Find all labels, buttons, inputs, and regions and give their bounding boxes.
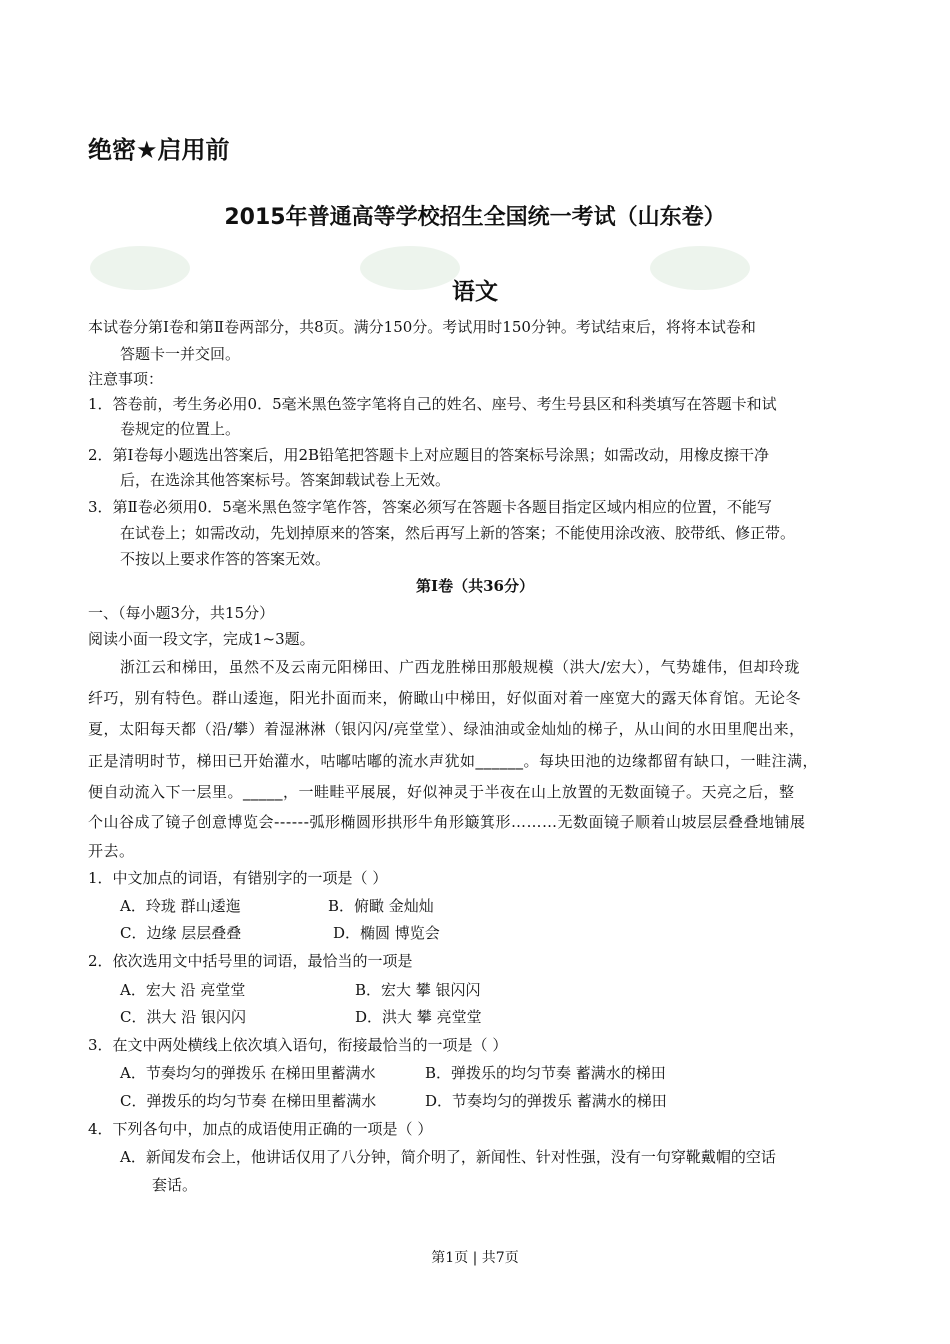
question-2: 2．依次选用文中括号里的词语，最恰当的一项是 [88, 952, 413, 970]
option-1a: A．玲珑 群山逶迤 [120, 897, 241, 915]
note-line: 3．第Ⅱ卷必须用0．5毫米黑色签字笔作答，答案必须写在答题卡各题目指定区域内相应的位置，不能写 [88, 498, 772, 516]
note-line: 2．第Ⅰ卷每小题选出答案后，用2B铅笔把答题卡上对应题目的答案标号涂黑；如需改动，用橡皮擦干净 [88, 446, 770, 464]
note-line: 卷规定的位置上。 [120, 420, 241, 438]
option-1c: C．边缘 层层叠叠 [120, 924, 242, 942]
question-1: 1．中文加点的词语，有错别字的一项是（ ） [88, 869, 388, 887]
passage-line: 浙江云和梯田，虽然不及云南元阳梯田、广西龙胜梯田那般规模（洪大/宏大），气势雄伟，但却玲珑 [120, 658, 801, 676]
option-2b: B．宏大 攀 银闪闪 [355, 981, 481, 999]
part-instruction: 阅读小面一段文字，完成1~3题。 [88, 630, 315, 648]
note-line: 后，在选涂其他答案标号。答案卸载试卷上无效。 [120, 471, 451, 489]
passage-line: 纤巧，别有特色。群山逶迤，阳光扑面而来，俯瞰山中梯田，好似面对着一座宽大的露天体育馆。无论冬 [88, 689, 802, 707]
passage-line: 夏，太阳每天都（沿/攀）着湿淋淋（银闪闪/亮堂堂）、绿油油或金灿灿的梯子，从山间的水田里爬出来， [88, 720, 805, 738]
page-footer: 第1页 | 共7页 [431, 1250, 519, 1266]
part-heading: 一、（每小题3分，共15分） [88, 604, 275, 622]
note-line: 不按以上要求作答的答案无效。 [120, 550, 331, 568]
option-1b: B．俯瞰 金灿灿 [328, 897, 434, 915]
question-3: 3．在文中两处横线上依次填入语句，衔接最恰当的一项是（ ） [88, 1036, 508, 1054]
option-3b: B．弹拨乐的均匀节奏 蓄满水的梯田 [425, 1064, 666, 1082]
subject-title: 语文 [452, 279, 498, 305]
option-2d: D．洪大 攀 亮堂堂 [355, 1008, 482, 1026]
passage-line: 开去。 [88, 842, 135, 860]
option-3a: A．节奏均匀的弹拨乐 在梯田里蓄满水 [120, 1064, 376, 1082]
intro-line-1: 本试卷分第Ⅰ卷和第Ⅱ卷两部分，共8页。满分150分。考试用时150分钟。考试结束后，将将本试卷和 [88, 318, 756, 336]
intro-line-2: 答题卡一并交回。 [120, 345, 241, 363]
section-title: 第Ⅰ卷（共36分） [416, 577, 534, 595]
option-3d: D．节奏均匀的弹拨乐 蓄满水的梯田 [425, 1092, 667, 1110]
notes-label: 注意事项： [88, 370, 164, 388]
passage-line: 个山谷成了镜子创意博览会------弧形椭圆形拱形牛角形簸箕形………无数面镜子顺着山坡层层叠叠地铺展 [88, 813, 806, 831]
exam-title: 2015年普通高等学校招生全国统一考试（山东卷） [224, 205, 726, 230]
confidential-label: 绝密★启用前 [88, 136, 230, 164]
option-4a: A．新闻发布会上，他讲话仅用了八分钟，简介明了，新闻性、针对性强，没有一句穿靴戴帽的空话 [120, 1148, 776, 1166]
option-1d: D．椭圆 博览会 [333, 924, 440, 942]
option-2c: C．洪大 沿 银闪闪 [120, 1008, 247, 1026]
note-line: 1．答卷前，考生务必用0．5毫米黑色签字笔将自己的姓名、座号、考生号县区和科类填写在答题卡和试 [88, 395, 777, 413]
option-3c: C．弹拨乐的均匀节奏 在梯田里蓄满水 [120, 1092, 377, 1110]
question-4: 4．下列各句中，加点的成语使用正确的一项是（ ） [88, 1120, 433, 1138]
passage-line: 正是清明时节，梯田已开始灌水，咕嘟咕嘟的流水声犹如______。每块田池的边缘都留有缺口，一畦注满， [88, 752, 819, 770]
passage-line: 便自动流入下一层里。_____，一畦畦平展展，好似神灵于半夜在山上放置的无数面镜子。天亮之后，整 [88, 783, 795, 801]
note-line: 在试卷上；如需改动，先划掉原来的答案，然后再写上新的答案；不能使用涂改液、胶带纸、修正带。 [120, 524, 796, 542]
option-4a-cont: 套话。 [152, 1176, 198, 1194]
option-2a: A．宏大 沿 亮堂堂 [120, 981, 246, 999]
